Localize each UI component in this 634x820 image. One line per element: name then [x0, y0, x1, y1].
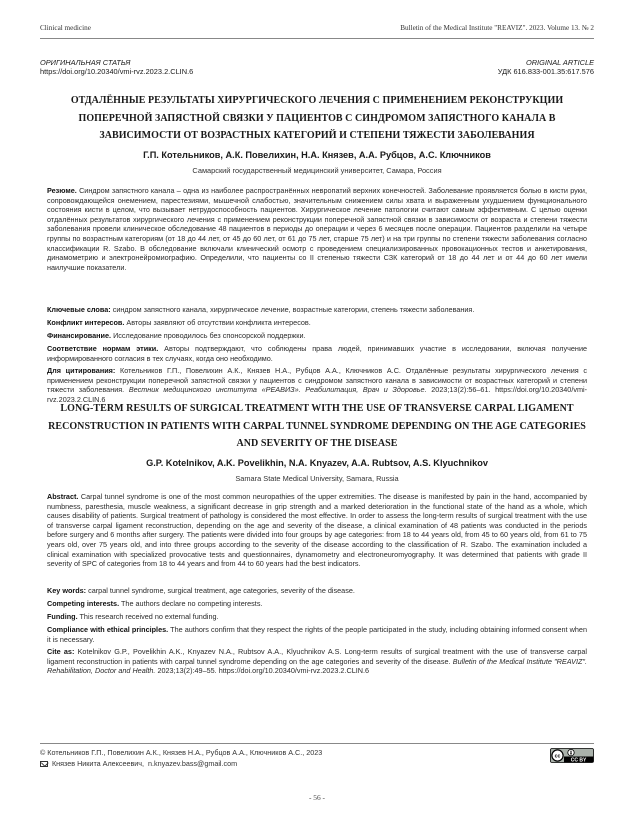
- abstract-ru: [47, 186, 587, 272]
- cite-journal-ru: Вестник медицинского института «РЕАВИЗ». Реабилитация, Врач и Здоровье.: [128, 385, 427, 395]
- abstract-en: [47, 492, 587, 569]
- authors-en: G.P. Kotelnikov, A.K. Povelikhin, N.A. Knyazev, A.A. Rubtsov, A.S. Klyuchnikov: [146, 458, 488, 468]
- keywords-text-ru: синдром запястного канала, хирургическое лечение, возрастные категории, степень тяжести заболевания.: [112, 305, 475, 314]
- affiliation-ru: Самарский государственный медицинский университет, Самара, Россия: [192, 166, 442, 175]
- cite-label-ru: Для цитирования:: [47, 366, 116, 375]
- contact-name: Князев Никита Алексеевич,: [52, 759, 145, 768]
- cc-circle-letters: cc: [554, 753, 561, 760]
- abstract-text-en: Carpal tunnel syndrome is one of the most common neuropathies of the upper extremities. The disease is manifested by pain in the hand, accompanied by numbness, paresthesia, muscle weakness, a significant decrease in grip strength and a marked deterioration in the functional state of the hand as a whole, which causes disability of patients. Surgical treatment of pathology is considered the most effective. In order to assess the long-term results of surgical treatment with the use of transverse carpal ligament reconstruction, depending on the age and severity of the disease, a clinical examination of 48 patients was conducted in the periods before surgery and 6 months after surgery. The patients were divided into four groups by age categories: from 18 to 44 years old, from 45 to 60 years old, from 61 to 75 years old, over 75 years old, and into three groups according to the severity of the disease according to the classification of R. Szabo. The examination included a clinical examination with specialized provocative tests and questionnaires, dynamometry and electroneuromyography. It was determined that patients with grade II severity of SPC of categories from 18 to 44 years and from 44 to 60 years had the best indicators.: [47, 492, 587, 569]
- ethics-text-ru: Авторы подтверждают, что соблюдены права людей, принимавших участие в исследовании, включая получение информированного согласия в тех случаях, когда оно необходимо.: [47, 344, 588, 363]
- citation-en: [47, 647, 587, 676]
- doi-link[interactable]: https://doi.org/10.20340/vmi-rvz.2023.2.CLIN.6: [40, 67, 194, 76]
- by-person-body: [570, 752, 571, 754]
- contact-email[interactable]: n.knyazev.bass@gmail.com: [148, 759, 238, 768]
- footer-rule: [40, 743, 594, 744]
- title-en: LONG-TERM RESULTS OF SURGICAL TREATMENT WITH THE USE OF TRANSVERSE CARPAL LIGAMENT RECONSTRUCTION IN PATIENTS WITH CARPAL TUNNEL SYNDROME DEPENDING ON THE AGE CATEGORIES AND SEVERITY OF THE DISEASE: [48, 403, 586, 449]
- udc-code: УДК 616.833-001.35:617.576: [497, 67, 594, 76]
- conflict-label-en: Competing interests.: [47, 599, 120, 608]
- keywords-text-en: carpal tunnel syndrome, surgical treatment, age categories, severity of the disease.: [88, 586, 355, 595]
- funding-text-en: This research received no external funding.: [79, 612, 219, 621]
- funding-label-ru: Финансирование.: [47, 331, 112, 340]
- funding-en: [47, 612, 587, 622]
- authors-ru: Г.П. Котельников, А.К. Повелихин, Н.А. Князев, А.А. Рубцов, А.С. Ключников: [143, 150, 491, 160]
- cc-license-badge[interactable]: [550, 748, 594, 763]
- copyright-line: © Котельников Г.П., Повелихин А.К., Князев Н.А., Рубцов А.А., Ключников А.С., 2023: [40, 748, 323, 757]
- page-number: - 56 -: [308, 793, 325, 802]
- ethics-ru: [47, 344, 587, 363]
- identifiers-row: [40, 67, 594, 76]
- affiliation-en: Samara State Medical University, Samara, Russia: [235, 474, 399, 483]
- conflict-text-en: The authors declare no competing interests.: [121, 599, 263, 608]
- conflict-label-ru: Конфликт интересов.: [47, 318, 125, 327]
- cite-label-en: Cite as:: [47, 647, 75, 656]
- article-type-en: ORIGINAL ARTICLE: [525, 58, 594, 67]
- cite-tail-en[interactable]: 2023;13(2):49–55. https://doi.org/10.20340/vmi-rvz.2023.2.CLIN.6: [157, 666, 370, 676]
- funding-ru: [47, 331, 587, 341]
- cite-text-en: Kotelnikov G.P., Povelikhin A.K., Knyazev N.A., Rubtsov A.A., Klyuchnikov A.S. Long-term results of surgical treatment with the use of transverse carpal ligament reconstruction in patients with carpal tunnel syndrome depending on the age categories and severity of the disease.: [47, 647, 587, 666]
- citation-ru: [47, 366, 587, 404]
- header-journal: Bulletin of the Medical Institute "REAVIZ". 2023. Volume 13. № 2: [400, 24, 594, 32]
- abstract-label-ru: Резюме.: [47, 186, 77, 195]
- cite-tail-ru[interactable]: 2023;13(2):56–61. https://doi.org/10.20340/vmi-rvz.2023.2.CLIN.6: [47, 385, 588, 404]
- abstract-label-en: Abstract.: [47, 492, 79, 501]
- article-type-row: [40, 58, 594, 67]
- cite-journal-en: Bulletin of the Medical Institute "REAVIZ". Rehabilitation, Doctor and Health.: [47, 656, 588, 676]
- header-section: Clinical medicine: [40, 24, 91, 32]
- cite-text-ru: Котельников Г.П., Повелихин А.К., Князев Н.А., Рубцов А.А., Ключников А.С. Отдалённые результаты хирургического лечения с применением реконструкции поперечной запястной связки у пациентов с синдромом запястного канала в зависимости от возрастных категорий и степени тяжести заболевания.: [47, 366, 587, 395]
- ethics-text-en: The authors confirm that they respect the rights of the people participated in the study, including obtaining informed consent when it is necessary.: [47, 625, 587, 644]
- header-rule: [40, 38, 594, 39]
- keywords-label-ru: Ключевые слова:: [47, 305, 111, 314]
- cc-license-label: CC BY: [570, 757, 587, 763]
- funding-label-en: Funding.: [47, 612, 78, 621]
- by-person-head: [570, 751, 571, 752]
- keywords-label-en: Key words:: [47, 586, 87, 595]
- funding-text-ru: Исследование проводилось без спонсорской поддержки.: [113, 331, 306, 340]
- title-ru: ОТДАЛЁННЫЕ РЕЗУЛЬТАТЫ ХИРУРГИЧЕСКОГО ЛЕЧЕНИЯ С ПРИМЕНЕНИЕМ РЕКОНСТРУКЦИИ ПОПЕРЕЧНОЙ ЗАПЯСТНОЙ СВЯЗКИ У ПАЦИЕНТОВ С СИНДРОМОМ ЗАПЯСТНОГО КАНАЛА В ЗАВИСИМОСТИ ОТ ВОЗРАСТНЫХ КАТЕГОРИЙ И СТЕПЕНИ ТЯЖЕСТИ ЗАБОЛЕВАНИЯ: [70, 95, 564, 141]
- keywords-en: [47, 586, 587, 596]
- ethics-label-en: Compliance with ethical principles.: [47, 625, 169, 634]
- conflict-ru: [47, 318, 587, 328]
- ethics-label-ru: Соответствие нормам этики.: [47, 344, 159, 353]
- contact-line: [40, 759, 237, 768]
- keywords-ru: [47, 305, 587, 315]
- conflict-en: [47, 599, 587, 609]
- conflict-text-ru: Авторы заявляют об отсутствии конфликта интересов.: [126, 318, 311, 327]
- envelope-icon: [40, 761, 48, 767]
- abstract-text-ru: Синдром запястного канала – одна из наиболее распространённых невропатий верхних конечностей. Заболевание проявляется болью в кисти руки, сопровождающейся онемением, парестезиями, мышечной слабостью, значительным снижением силы хвата и выраженным ухудшением функционального состояния кисти в целом, что вызывает нетрудоспособность пациентов. Хирургическое лечение патологии считают самым эффективным. С целью оценки отдалённых результатов хирургического лечения с применением реконструкции поперечной запястной связки в зависимости от возраста и степени тяжести заболевания провели клиническое обследование 48 пациентов в периоды до операции и через 6 месяцев после операции. Пациентов разделили на четыре группы по возрастным категориям (от 18 до 44 лет, от 45 до 60 лет, от 61 до 75 лет, старше 75 лет) и на три группы по степени тяжести заболевания согласно классификации R. Szabo. В обследование включали клинический осмотр с проведением специализированных провокационных тестов и анкетирования, динамометрию и электронейромиографию. Определили, что пациенты со II степенью тяжести СЗК категорий от 18 до 44 лет и от 44 до 60 лет имели наилучшие показатели.: [47, 186, 588, 272]
- ethics-en: [47, 625, 587, 644]
- running-header: [40, 20, 594, 36]
- article-type-ru: ОРИГИНАЛЬНАЯ СТАТЬЯ: [40, 58, 131, 67]
